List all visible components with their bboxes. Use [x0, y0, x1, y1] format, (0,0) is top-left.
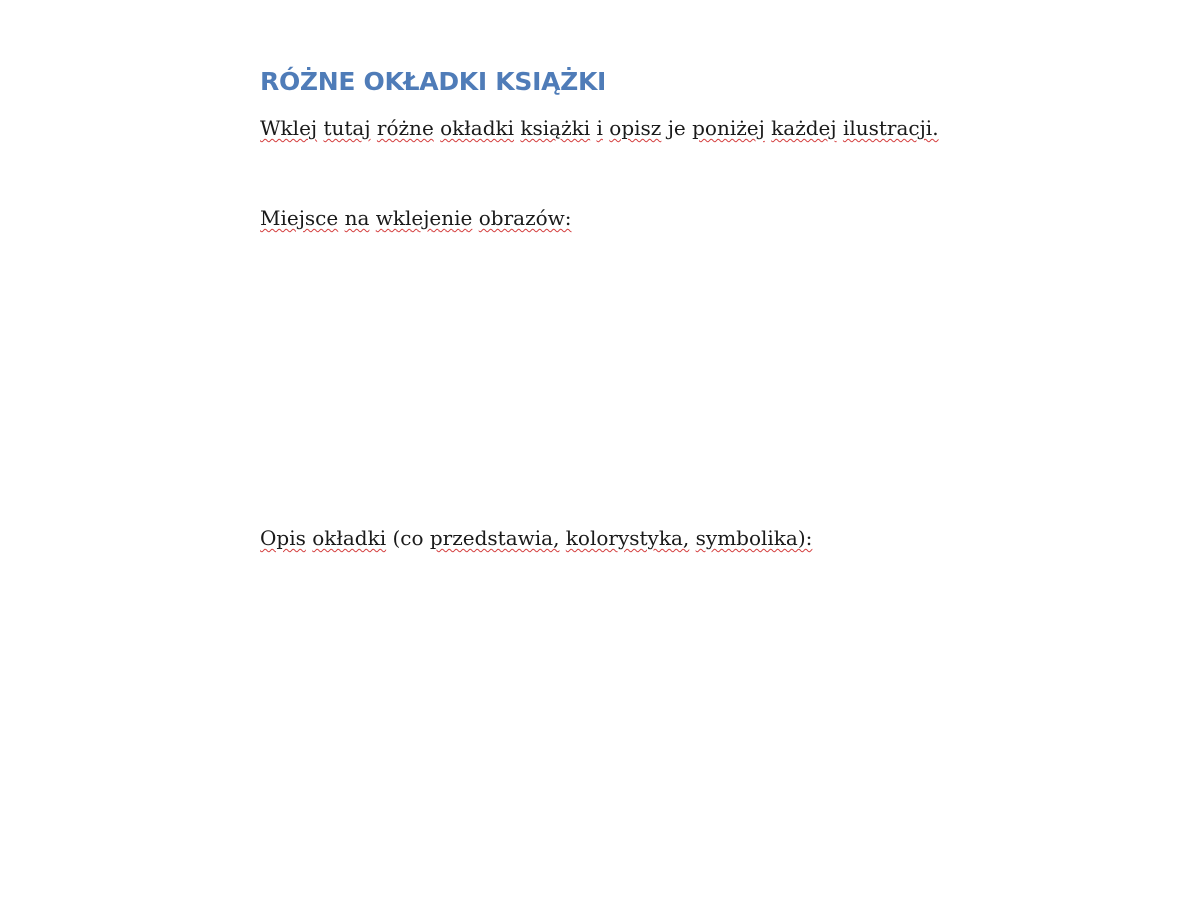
description-label-word: symbolika):: [695, 526, 813, 550]
images-label-word: obrazów:: [478, 206, 572, 230]
description-label-word: Opis: [260, 526, 306, 550]
instruction-word: okładki: [440, 116, 515, 140]
images-label[interactable]: [260, 204, 572, 232]
description-label-word: (co: [392, 526, 424, 550]
instruction-word: ilustracji.: [842, 116, 939, 140]
instruction-word: opisz: [609, 116, 662, 140]
image-paste-area[interactable]: [260, 242, 1020, 512]
instruction-word: i: [596, 116, 603, 140]
description-label-word: okładki: [312, 526, 387, 550]
description-text-area[interactable]: [260, 564, 1020, 864]
instruction-word: różne: [376, 116, 434, 140]
description-label-word: przedstawia,: [429, 526, 560, 550]
instruction-word: je: [667, 116, 686, 140]
description-label[interactable]: [260, 524, 812, 552]
document-body: [260, 64, 1060, 550]
instruction-paragraph[interactable]: [260, 114, 1060, 142]
instruction-word: każdej: [771, 116, 837, 140]
images-label-word: na: [344, 206, 370, 230]
description-label-word: kolorystyka,: [565, 526, 690, 550]
instruction-word: poniżej: [692, 116, 765, 140]
instruction-word: tutaj: [323, 116, 371, 140]
instruction-word: książki: [520, 116, 591, 140]
instruction-word: Wklej: [260, 116, 318, 140]
images-label-word: wklejenie: [375, 206, 473, 230]
images-label-word: Miejsce: [260, 206, 339, 230]
document-title: RÓŻNE OKŁADKI KSIĄŻKI: [260, 67, 607, 96]
